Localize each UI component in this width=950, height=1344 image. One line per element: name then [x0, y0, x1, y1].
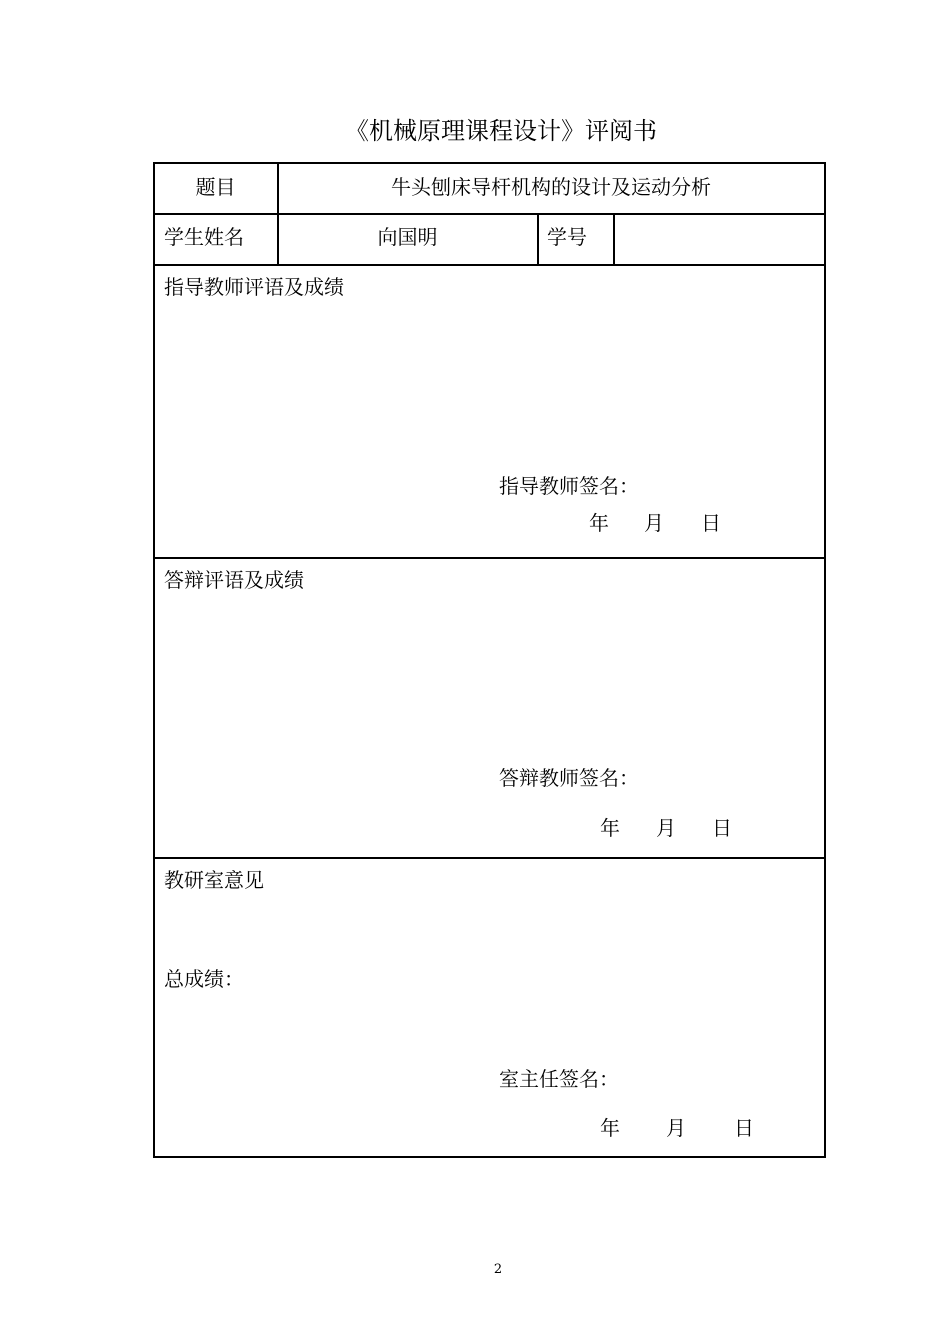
- defense-signature-label: 答辩教师签名：: [499, 766, 639, 790]
- student-name-label: 学生姓名: [164, 225, 244, 249]
- document-title: 《机械原理课程设计》评阅书: [345, 117, 657, 145]
- student-id-label: 学号: [547, 225, 587, 249]
- advisor-date-day: 日: [701, 511, 721, 535]
- advisor-signature-label: 指导教师签名：: [499, 474, 639, 498]
- table-border-top: [153, 162, 826, 164]
- topic-value: 牛头刨床导杆机构的设计及运动分析: [391, 175, 711, 199]
- office-signature-label: 室主任签名：: [499, 1067, 619, 1091]
- total-score-label: 总成绩：: [164, 967, 244, 991]
- advisor-date-month: 月: [644, 511, 664, 535]
- table-rule-section1: [153, 557, 826, 559]
- office-date-year: 年: [600, 1116, 620, 1140]
- defense-date-year: 年: [600, 816, 620, 840]
- defense-section-heading: 答辩评语及成绩: [164, 568, 304, 592]
- office-section-heading: 教研室意见: [164, 868, 264, 892]
- defense-date-day: 日: [712, 816, 732, 840]
- student-name-value: 向国明: [377, 225, 438, 249]
- table-border-right: [824, 162, 826, 1158]
- defense-date-month: 月: [656, 816, 676, 840]
- advisor-date-year: 年: [589, 511, 609, 535]
- office-date-day: 日: [734, 1116, 754, 1140]
- table-rule-row1: [153, 213, 826, 215]
- page-number: 2: [493, 1262, 503, 1277]
- office-date-month: 月: [666, 1116, 686, 1140]
- table-rule-row2: [153, 264, 826, 266]
- table-divider-id-value: [613, 213, 615, 265]
- table-rule-section2: [153, 857, 826, 859]
- topic-label: 题目: [195, 175, 236, 199]
- table-border-bottom: [153, 1156, 826, 1158]
- advisor-section-heading: 指导教师评语及成绩: [164, 275, 344, 299]
- table-border-left: [153, 162, 155, 1158]
